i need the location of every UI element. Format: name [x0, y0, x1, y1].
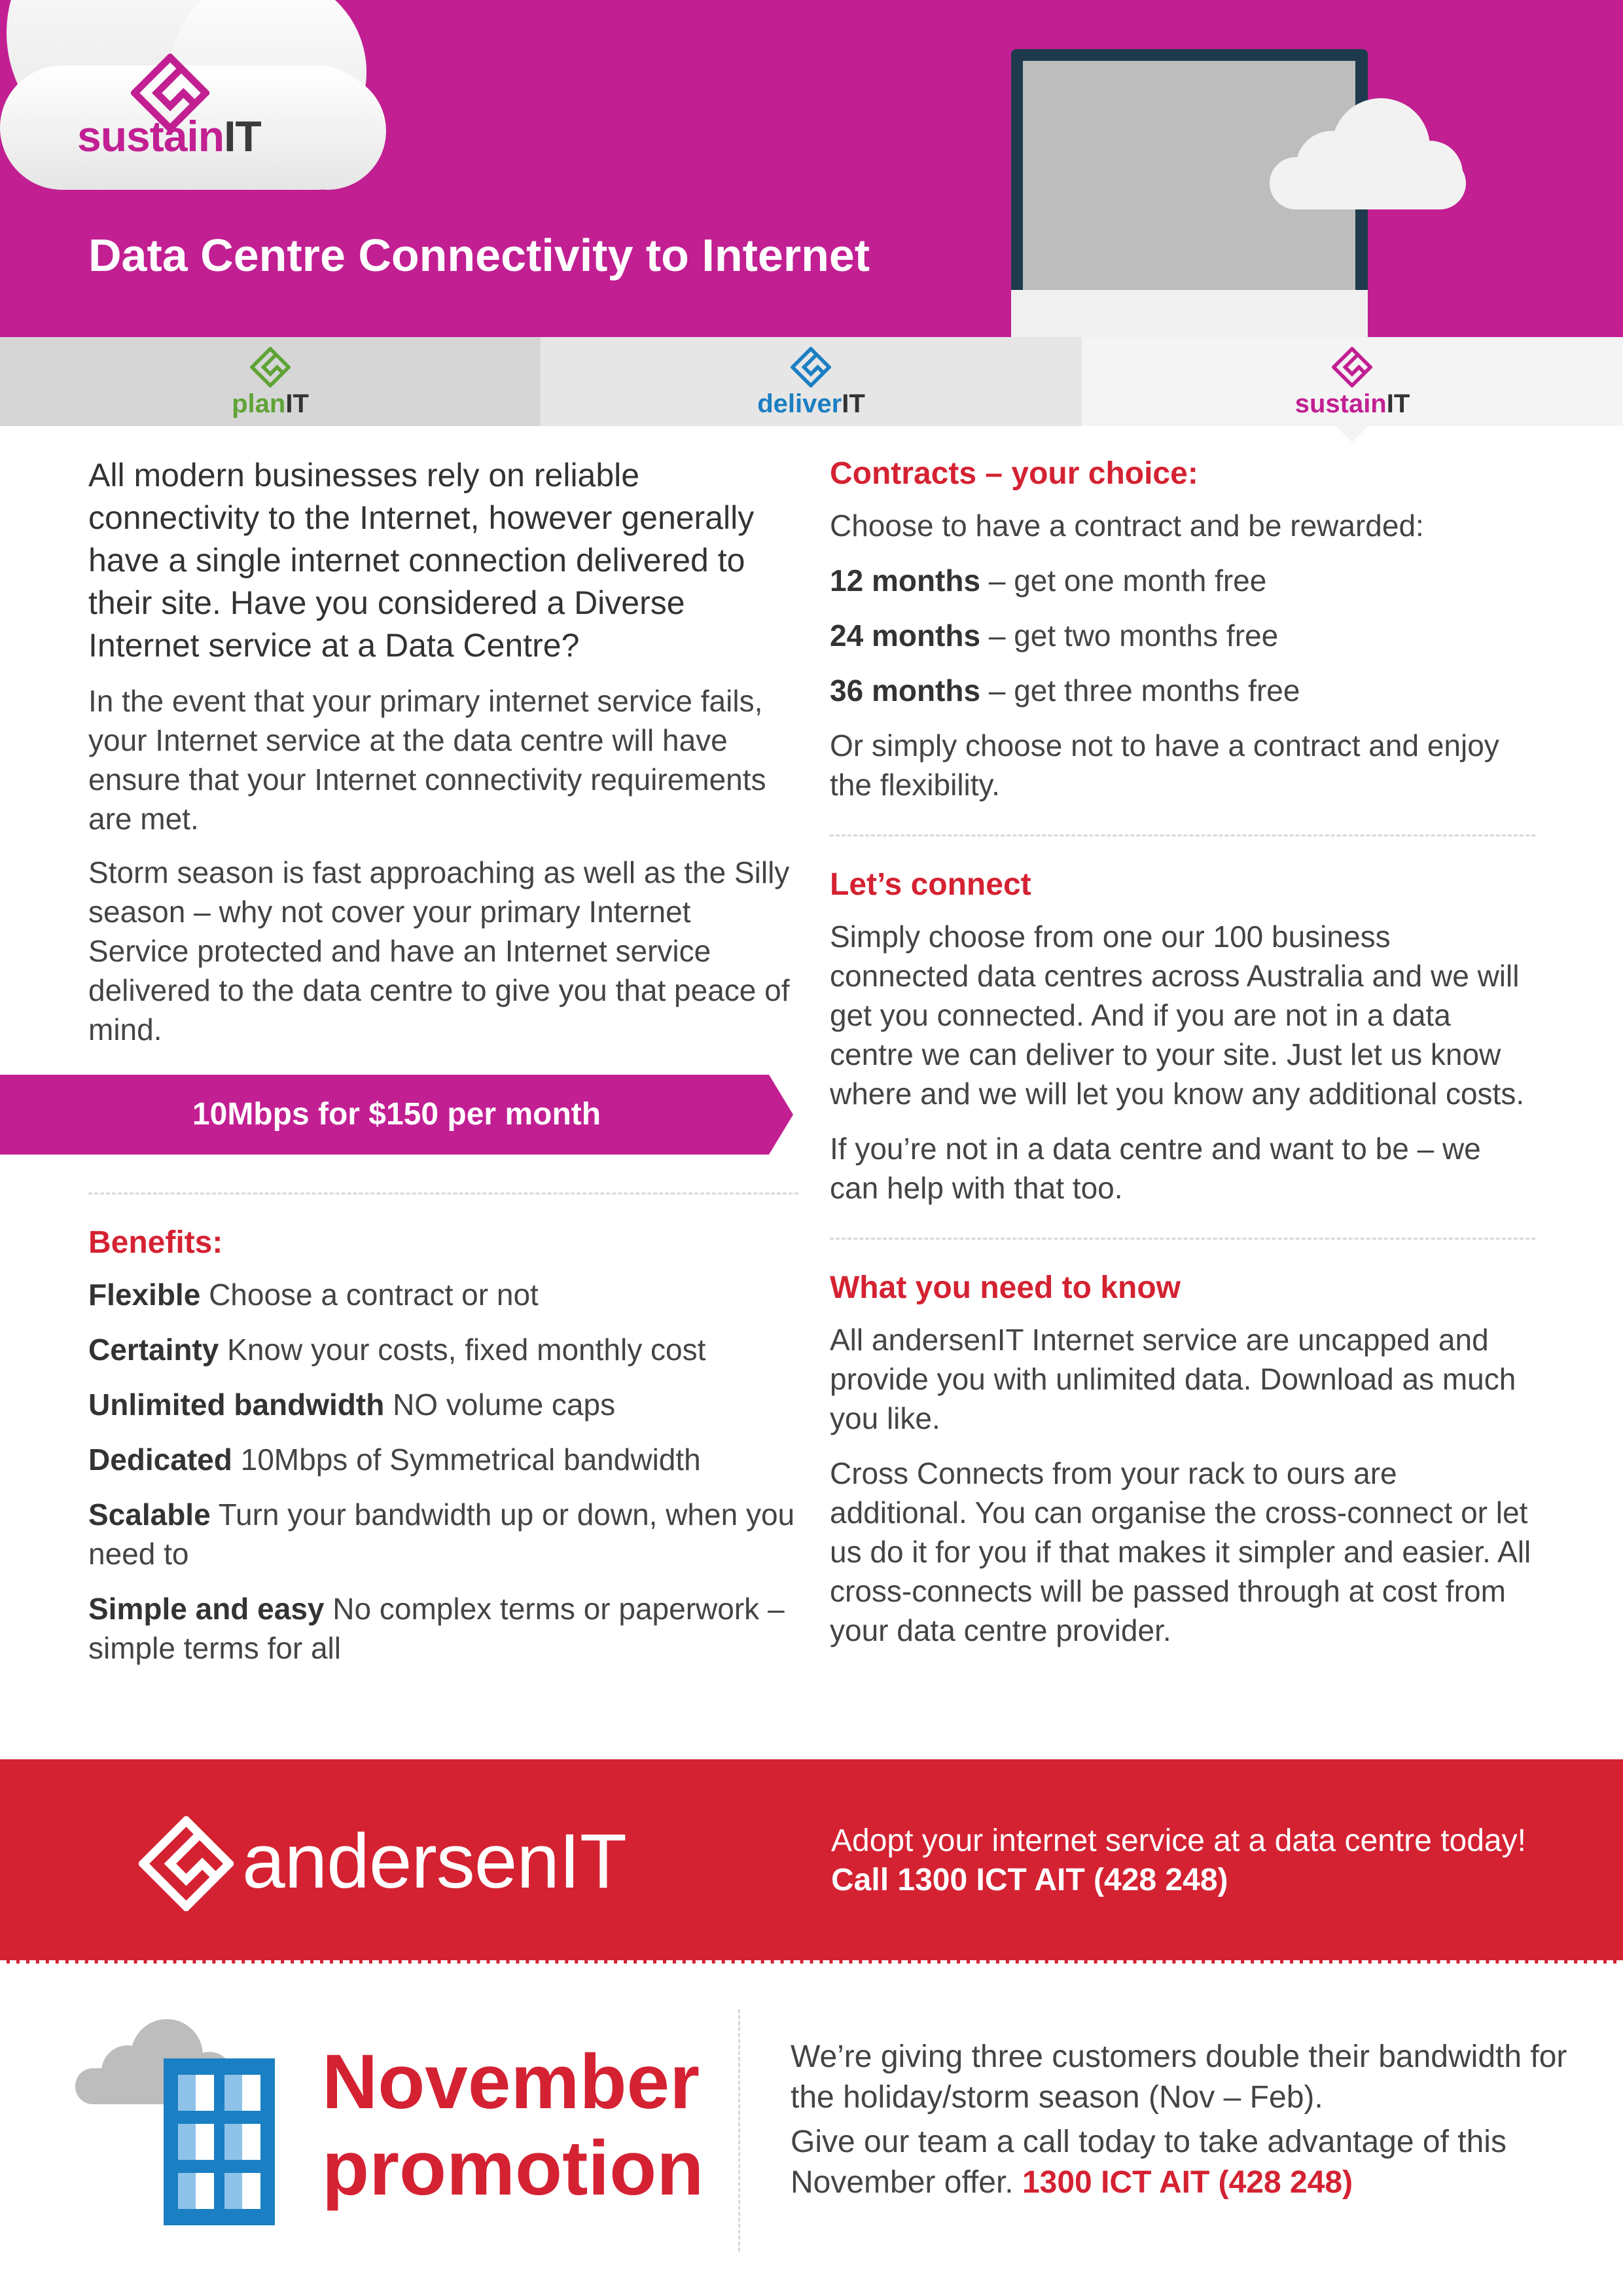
- building-cloud-icon: [65, 2009, 281, 2225]
- tab-label: [541, 389, 1082, 419]
- know-para-2: Cross Connects from your rack to ours are additional. You can organise the cross-connect or let us do it for you if that makes it simpler and easier. All cross-connects will be passed through at cost from your data centre provider.: [830, 1456, 1531, 1647]
- benefit-desc: Choose a contract or not: [209, 1278, 539, 1312]
- tab-prefix: plan: [232, 389, 286, 418]
- contract-term: 36 months: [830, 673, 981, 708]
- monitor-icon: [1011, 43, 1482, 337]
- promo-para-2: [791, 2122, 1576, 2203]
- connect-para-2: If you’re not in a data centre and want to be – we can help with that too.: [830, 1132, 1481, 1205]
- dashed-divider: [0, 1960, 1623, 1964]
- benefit-item: [88, 1275, 798, 1314]
- tab-deliverit[interactable]: [541, 337, 1082, 426]
- benefit-term: Simple and easy: [88, 1592, 325, 1626]
- section-divider: [830, 1238, 1535, 1240]
- benefit-term: Dedicated: [88, 1443, 232, 1477]
- benefit-desc: No complex terms or paperwork – simple terms for all: [88, 1592, 785, 1665]
- page-title: Data Centre Connectivity to Internet: [88, 230, 870, 281]
- benefit-item: [88, 1440, 798, 1479]
- promo-title: [322, 2039, 704, 2212]
- right-column: [830, 456, 1535, 1650]
- contracts-heading: Contracts – your choice:: [830, 456, 1198, 491]
- benefits-section: [88, 1193, 798, 1668]
- promo-copy: [791, 2037, 1576, 2203]
- sustainit-tab-icon: [1332, 347, 1372, 387]
- tab-planit[interactable]: [0, 337, 541, 426]
- benefit-term: Certainty: [88, 1333, 219, 1367]
- tab-suffix: IT: [285, 389, 309, 418]
- benefit-desc: NO volume caps: [393, 1388, 616, 1422]
- contract-desc: – get one month free: [988, 564, 1267, 598]
- tab-sustainit[interactable]: [1082, 337, 1623, 426]
- sustainit-logo-text: [77, 111, 261, 161]
- contract-item: [830, 616, 1535, 655]
- brand-suffix: IT: [224, 112, 261, 160]
- benefit-item: [88, 1589, 798, 1668]
- tab-label: [0, 389, 541, 419]
- left-column-intro: [88, 454, 798, 1049]
- benefit-item: [88, 1495, 798, 1573]
- promo-phone[interactable]: 1300 ICT AIT (428 248): [1022, 2165, 1353, 2200]
- intro-para-2: Storm season is fast approaching as well as the Silly season – why not cover your primary Internet Service protected and have an Internet service delivered to the data centre to give you that peace of mind.: [88, 855, 790, 1047]
- contract-item: [830, 671, 1535, 710]
- benefit-term: Scalable: [88, 1498, 211, 1532]
- planit-logo-icon: [250, 347, 291, 387]
- deliverit-logo-icon: [791, 347, 831, 387]
- intro-text: All modern businesses rely on reliable connectivity to the Internet, however generally have a single internet connection delivered to their site. Have you considered a Diverse Internet service at a Data Centre?: [88, 457, 755, 664]
- promo-divider: [738, 2009, 740, 2251]
- contracts-outro: Or simply choose not to have a contract and enjoy the flexibility.: [830, 728, 1499, 802]
- section-divider: [88, 1193, 798, 1194]
- cloud-icon: [0, 0, 419, 190]
- tab-bar: [0, 337, 1623, 426]
- contracts-intro: Choose to have a contract and be rewarded:: [830, 509, 1424, 543]
- benefits-heading: Benefits:: [88, 1225, 223, 1260]
- promo-title-line: November: [322, 2039, 700, 2125]
- contract-term: 12 months: [830, 564, 981, 598]
- tab-prefix: sustain: [1294, 389, 1387, 418]
- promo-para-2-text: Give our team a call today to take advantage of this November offer.: [791, 2125, 1507, 2200]
- promo-para-1: We’re giving three customers double their bandwidth for the holiday/storm season (Nov – Feb).: [791, 2039, 1567, 2115]
- benefit-desc: 10Mbps of Symmetrical bandwidth: [240, 1443, 701, 1477]
- benefits-list: [88, 1275, 798, 1668]
- tab-label: [1082, 389, 1623, 419]
- contract-desc: – get three months free: [988, 673, 1300, 708]
- andersenit-logo-icon: [139, 1816, 234, 1911]
- know-heading: What you need to know: [830, 1270, 1181, 1305]
- contract-item: [830, 561, 1535, 600]
- benefit-item: [88, 1385, 798, 1424]
- benefit-item: [88, 1330, 798, 1369]
- brand-prefix: sustain: [77, 112, 224, 160]
- know-para-1: All andersenIT Internet service are uncapped and provide you with unlimited data. Download as much you like.: [830, 1323, 1516, 1435]
- price-banner: 10Mbps for $150 per month: [192, 1097, 601, 1132]
- cta-phone[interactable]: Call 1300 ICT AIT (428 248): [831, 1863, 1228, 1897]
- connect-para-1: Simply choose from one our 100 business connected data centres across Australia and we will get you connected. And if you are not in a data centre we can deliver to your site. Just let us know where and we will let you know any additional costs.: [830, 920, 1525, 1111]
- header-banner: [0, 0, 1623, 337]
- andersenit-logo-text: andersenIT: [242, 1818, 626, 1905]
- connect-heading: Let’s connect: [830, 867, 1031, 902]
- benefit-desc: Know your costs, fixed monthly cost: [227, 1333, 706, 1367]
- benefit-term: Flexible: [88, 1278, 201, 1312]
- promo-title-line: promotion: [322, 2125, 704, 2212]
- contract-desc: – get two months free: [988, 619, 1279, 653]
- cta-text: Adopt your internet service at a data centre today!: [831, 1823, 1526, 1858]
- tab-suffix: IT: [1386, 389, 1410, 418]
- tab-suffix: IT: [842, 389, 865, 418]
- section-divider: [830, 834, 1535, 836]
- intro-para-1: In the event that your primary internet service fails, your Internet service at the data centre will have ensure that your Internet connectivity requirements are met.: [88, 684, 766, 836]
- benefit-desc: Turn your bandwidth up or down, when you need to: [88, 1498, 795, 1571]
- benefit-term: Unlimited bandwidth: [88, 1388, 385, 1422]
- contract-term: 24 months: [830, 619, 981, 653]
- active-tab-pointer-icon: [1336, 426, 1368, 442]
- tab-prefix: deliver: [757, 389, 842, 418]
